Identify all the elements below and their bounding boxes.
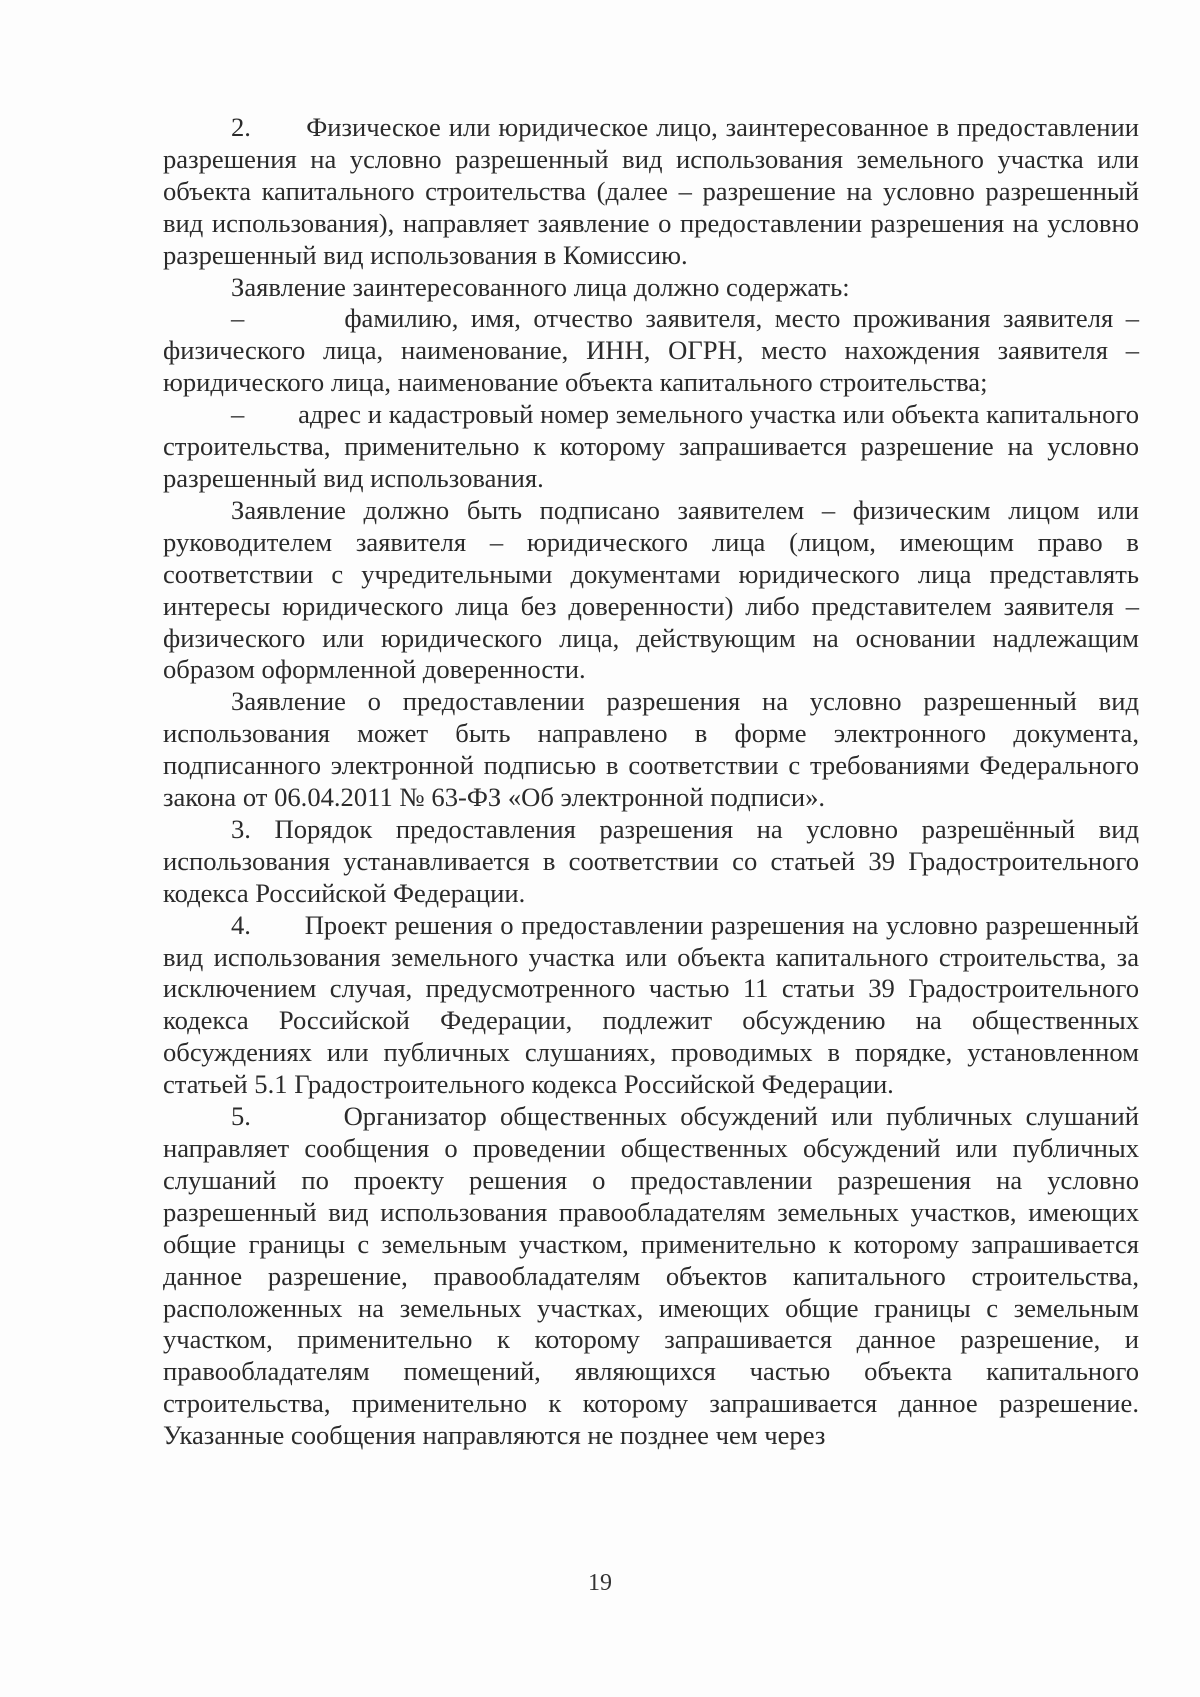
- list-item-address-cadastral: – адрес и кадастровый номер земельного участка или объекта капитального строительства, применительно к которому запрашивается разрешение на условно разрешенный вид использования.: [163, 399, 1139, 493]
- paragraph-electronic-document: Заявление о предоставлении разрешения на условно разрешенный вид использования может быть направлено в форме электронного документа, подписанного электронной подписью в соответствии с требованиями Федерального закона от 06.04.2011 № 63-ФЗ «Об электронной подписи».: [163, 686, 1139, 813]
- paragraph-signature: Заявление должно быть подписано заявителем – физическим лицом или руководителем заявителя – юридического лица (лицом, имеющим право в соответствии с учредительными документами юридического лица представлять интересы юридического лица без доверенности) либо представителем заявителя – физического или юридического лица, действующим на основании надлежащим образом оформленной доверенности.: [163, 494, 1139, 685]
- page-number: 19: [588, 1570, 612, 1596]
- paragraph-application-contents: Заявление заинтересованного лица должно содержать:: [231, 271, 850, 302]
- paragraph-4-draft-decision: 4. Проект решения о предоставлении разрешения на условно разрешенный вид использования земельного участка или объекта капитального строительства, за исключением случая, предусмотренного частью 11 статьи 39 Градостроительного кодекса Российской Федерации, подлежит обсуждению на общественных обсуждениях или публичных слушаниях, проводимых в порядке, установленном статьей 5.1 Градостроительного кодекса Российской Федерации.: [163, 909, 1139, 1100]
- list-item-applicant-details: – фамилию, имя, отчество заявителя, место проживания заявителя – физического лица, наименование, ИНН, ОГРН, место нахождения заявителя – юридического лица, наименование объекта капитального строительства;: [163, 303, 1139, 398]
- document-body: [163, 112, 1139, 1452]
- paragraph-2-applicant: 2. Физическое или юридическое лицо, заинтересованное в предоставлении разрешения на условно разрешенный вид использования земельного участка или объекта капитального строительства (далее – разрешение на условно разрешенный вид использования), направляет заявление о предоставлении разрешения на условно разрешенный вид использования в Комиссию.: [163, 112, 1139, 270]
- paragraph-5-organizer: 5. Организатор общественных обсуждений или публичных слушаний направляет сообщения о проведении общественных обсуждений или публичных слушаний по проекту решения о предоставлении разрешения на условно разрешенный вид использования правообладателям земельных участков, имеющих общие границы с земельным участком, применительно к которому запрашивается данное разрешение, правообладателям объектов капитального строительства, расположенных на земельных участках, имеющих общие границы с земельным участком, применительно к которому запрашивается данное разрешение, и правообладателям помещений, являющихся частью объекта капитального строительства, применительно к которому запрашивается данное разрешение. Указанные сообщения направляются не позднее чем через: [163, 1101, 1139, 1451]
- paragraph-3-procedure: 3. Порядок предоставления разрешения на условно разрешённый вид использования устанавливается в соответствии со статьей 39 Градостроительного кодекса Российской Федерации.: [163, 813, 1139, 908]
